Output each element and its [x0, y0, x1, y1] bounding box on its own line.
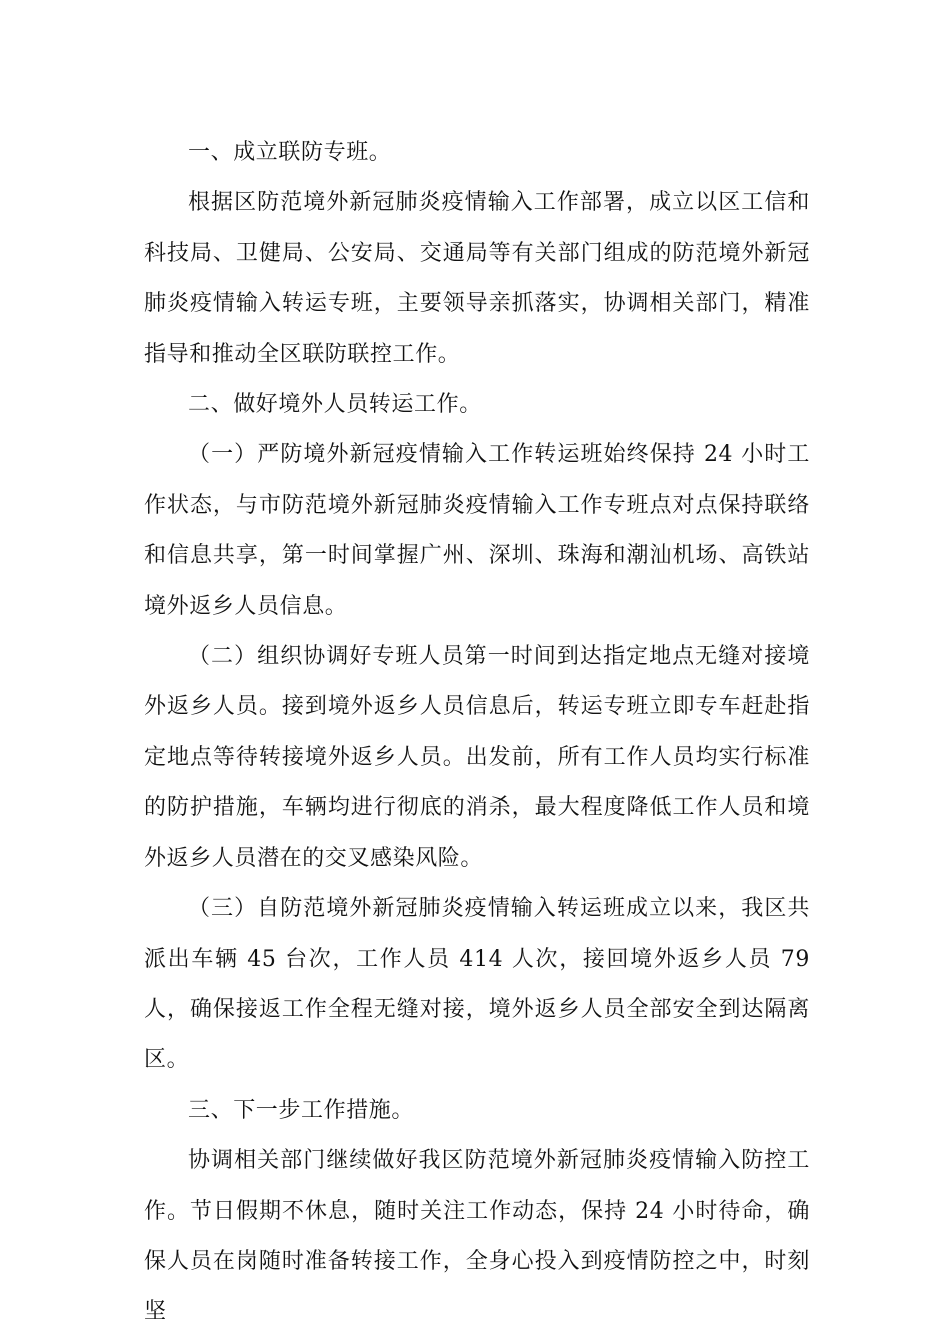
section-heading-1: 一、成立联防专班。	[188, 140, 392, 165]
sub-item-1: （一）严防境外新冠疫情输入工作转运班始终保持 24 小时工作状态，与市防范境外新冠肺炎疫情输入工作专班点对点保持联络和信息共享，第一时间掌握广州、深圳、珠海和潮汕机场、高铁站境外返乡人员信息。	[144, 442, 810, 619]
paragraph-1: 根据区防范境外新冠肺炎疫情输入工作部署，成立以区工信和科技局、卫健局、公安局、交通局等有关部门组成的防范境外新冠肺炎疫情输入转运专班，主要领导亲抓落实，协调相关部门，精准指导和推动全区联防联控工作。	[144, 190, 810, 367]
section-heading-2: 二、做好境外人员转运工作。	[188, 392, 482, 418]
section-heading-3: 三、下一步工作措施。	[188, 1097, 415, 1123]
sub-item-2: （二）组织协调好专班人员第一时间到达指定地点无缝对接境外返乡人员。接到境外返乡人员信息后，转运专班立即专车赶赴指定地点等待转接境外返乡人员。出发前，所有工作人员均实行标准的防护措施，车辆均进行彻底的消杀，最大程度降低工作人员和境外返乡人员潜在的交叉感染风险。	[144, 644, 810, 871]
paragraph-2: 协调相关部门继续做好我区防范境外新冠肺炎疫情输入防控工作。节日假期不休息，随时关注工作动态，保持 24 小时待命，确保人员在岗随时准备转接工作，全身心投入到疫情防控之中，时刻坚	[144, 1148, 810, 1325]
sub-item-3: （三）自防范境外新冠肺炎疫情输入转运班成立以来，我区共派出车辆 45 台次，工作人员 414 人次，接回境外返乡人员 79 人，确保接返工作全程无缝对接，境外返乡人员全部安全到达隔离区。	[144, 896, 810, 1073]
document-body	[144, 128, 810, 1338]
